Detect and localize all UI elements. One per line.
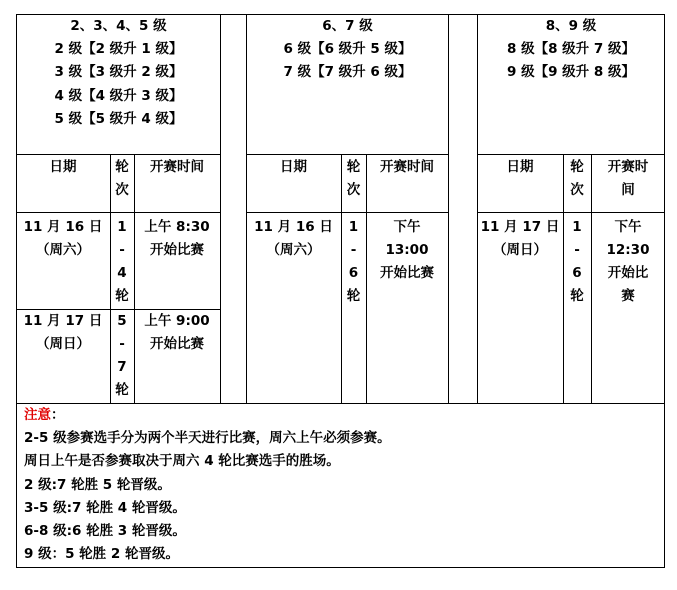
- g1-r1-time: 上午 8:30: [144, 219, 210, 235]
- notes-line: 3-5 级:7 轮胜 4 轮晋级。: [24, 500, 186, 516]
- g1-r1-round: 4: [117, 265, 127, 281]
- rule-header-bottom-g1: [16, 154, 221, 155]
- g3-r1-date: 11 月 17 日: [480, 219, 560, 235]
- g1-col-time: 开赛时间: [150, 159, 204, 175]
- rule-g1-round-time: [134, 154, 135, 404]
- g3-col-round: 次: [570, 182, 584, 198]
- g2-r1-round: 6: [348, 265, 359, 281]
- rule-colhead-bottom-g1: [16, 212, 221, 213]
- rule-header-bottom-g3: [477, 154, 665, 155]
- g3-r1-time: 开始比: [607, 265, 649, 281]
- g2-r1-round: 1: [348, 219, 359, 235]
- group1-title: 2、3、4、5 级: [70, 18, 167, 34]
- g3-r1-time: 12:30: [606, 242, 650, 258]
- notes-line: 2-5 级参赛选手分为两个半天进行比赛，周六上午必须参赛。: [24, 430, 391, 446]
- g2-r1-time: 13:00: [385, 242, 429, 258]
- notes-line: 6-8 级:6 轮胜 3 轮晋级。: [24, 523, 186, 539]
- g1-r1-round: -: [119, 242, 125, 258]
- group1-level-line: 3 级【3 级升 2 级】: [54, 64, 183, 80]
- g2-col-round: 轮: [346, 159, 361, 175]
- g3-r1-time: 下午: [614, 219, 642, 235]
- g3-col-time: 间: [621, 182, 635, 198]
- group1-level-line: 5 级【5 级升 4 级】: [54, 111, 183, 127]
- g2-r1-time: 开始比赛: [380, 265, 434, 281]
- g3-r1-time: 赛: [621, 288, 635, 304]
- g1-r1-round: 1: [117, 219, 127, 235]
- g1-r2-round: -: [119, 336, 125, 352]
- g1-r2-time: 上午 9:00: [144, 313, 210, 329]
- g2-col-round: 次: [346, 182, 361, 198]
- g3-col-date: 日期: [506, 159, 534, 175]
- g1-r2-time: 开始比赛: [150, 336, 204, 352]
- notes-line: 9 级：5 轮胜 2 轮晋级。: [24, 546, 179, 562]
- g3-col-round: 轮: [570, 159, 584, 175]
- g3-r1-round: 6: [572, 265, 582, 281]
- group3-level-line: 8 级【8 级升 7 级】: [507, 41, 635, 57]
- group2-level-line: 7 级【7 级升 6 级】: [283, 64, 412, 80]
- notes-heading: [24, 404, 65, 428]
- g2-r1-round: -: [350, 242, 357, 258]
- group3-level-line: 9 级【9 级升 8 级】: [507, 64, 635, 80]
- g1-col-round: 轮: [115, 159, 129, 175]
- g1-r2-round: 5: [117, 313, 127, 329]
- g3-r1-date: （周日）: [493, 242, 547, 258]
- g2-r1-round: 轮: [346, 288, 361, 304]
- g1-r1-round: 轮: [115, 288, 129, 304]
- notes-line: 2 级:7 轮胜 5 轮晋级。: [24, 477, 171, 493]
- g3-r1-round: -: [574, 242, 580, 258]
- g3-r1-round: 轮: [570, 288, 584, 304]
- group1-level-line: 4 级【4 级升 3 级】: [54, 88, 183, 104]
- g1-col-round: 次: [115, 182, 129, 198]
- rule-colhead-bottom-g2: [246, 212, 449, 213]
- g1-r2-date: （周日）: [36, 336, 90, 352]
- g2-r1-date: 11 月 16 日: [254, 219, 333, 235]
- notes-line: 周日上午是否参赛取决于周六 4 轮比赛选手的胜场。: [24, 453, 340, 469]
- group1-level-line: 2 级【2 级升 1 级】: [54, 41, 183, 57]
- g2-r1-date: （周六）: [266, 242, 321, 258]
- g1-r1-date: 11 月 16 日: [23, 219, 103, 235]
- g3-col-time: 开赛时: [607, 159, 649, 175]
- group2-level-line: 6 级【6 级升 5 级】: [283, 41, 412, 57]
- g1-r2-round: 7: [117, 359, 127, 375]
- g2-col-date: 日期: [280, 159, 307, 175]
- g1-r2-round: 轮: [115, 382, 129, 398]
- notes-title: 注意: [24, 407, 51, 423]
- g1-r1-time: 开始比赛: [150, 242, 204, 258]
- group3-title: 8、9 级: [545, 18, 597, 34]
- g3-r1-round: 1: [572, 219, 582, 235]
- g1-r2-date: 11 月 17 日: [23, 313, 103, 329]
- group2-title: 6、7 级: [322, 18, 373, 34]
- g1-r1-date: （周六）: [36, 242, 90, 258]
- g1-col-date: 日期: [49, 159, 77, 175]
- notes-colon: ：: [51, 407, 65, 423]
- rule-colhead-bottom-g3: [477, 212, 665, 213]
- g2-r1-time: 下午: [393, 219, 421, 235]
- rule-header-bottom-g2: [246, 154, 449, 155]
- g2-col-time: 开赛时间: [380, 159, 434, 175]
